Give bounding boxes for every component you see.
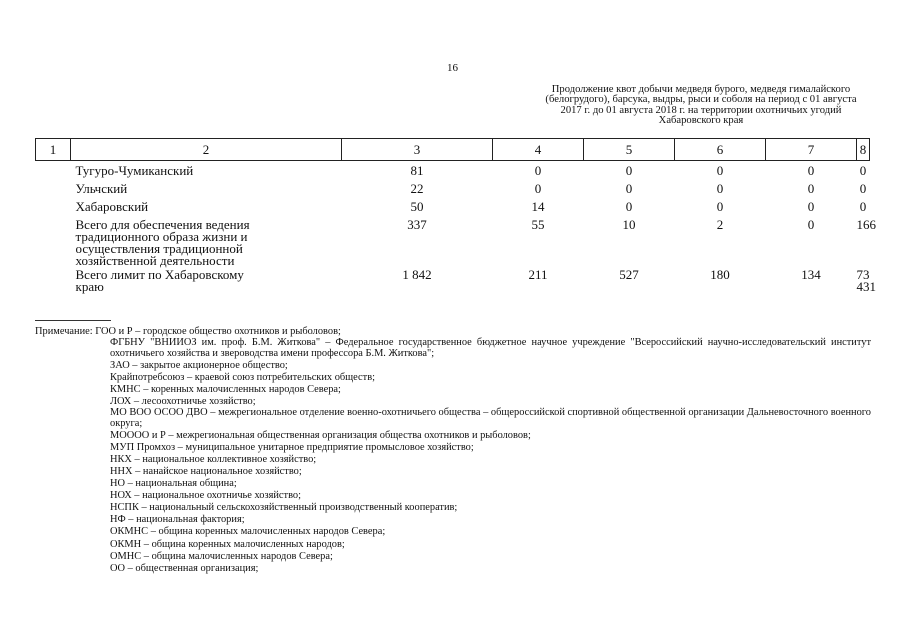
cell-value: 0 xyxy=(859,163,867,178)
footnote-divider xyxy=(35,320,111,321)
district-name: Ульчский xyxy=(75,181,128,196)
footnote-item: ФГБНУ "ВНИИОЗ им. проф. Б.М. Житкова" – Федеральное государственное бюджетное научное учреждение "Всероссийский научно-исследовательский институт охотничьего хозяйства и звероводства имени профессора Б.М. Житкова"; xyxy=(110,337,871,359)
district-name: Тугуро-Чумиканский xyxy=(75,163,194,178)
table-row xyxy=(36,199,870,217)
column-header: 6 xyxy=(675,139,766,161)
quota-table xyxy=(35,138,876,294)
footnote-item: МОООО и Р – межрегиональная общественная организация общества охотников и рыболовов; xyxy=(110,429,531,441)
cell-value: 0 xyxy=(716,199,724,214)
table-header-row xyxy=(36,139,870,161)
footnote-item: Примечание: ГОО и Р – городское общество охотников и рыболовов; xyxy=(35,326,341,337)
table-row xyxy=(36,163,870,181)
cell-value: 134 xyxy=(801,267,821,282)
table-row-subtotal xyxy=(36,217,870,267)
footnote-item: ННХ – нанайское национальное хозяйство; xyxy=(110,465,302,477)
column-header: 1 xyxy=(36,139,71,161)
cell-value: 10 xyxy=(622,217,636,232)
district-name: Хабаровский xyxy=(75,199,149,214)
cell-value: 22 xyxy=(410,181,424,196)
cell-value: 0 xyxy=(807,217,815,232)
footnotes xyxy=(35,326,871,575)
cell-value: 50 xyxy=(410,199,424,214)
cell-value: 81 xyxy=(410,163,424,178)
column-header: 7 xyxy=(766,139,857,161)
cell-value: 527 xyxy=(619,267,639,282)
column-header: 2 xyxy=(71,139,342,161)
cell-value: 55 xyxy=(531,217,545,232)
cell-value: 2 xyxy=(716,217,724,232)
table-caption: Продолжение квот добычи медведя бурого, медведя гималайского (белогрудого), барсука, выдры, рыси и соболя на период с 01 августа 2017 г. до 01 августа 2018 г. на территории охотничьих угодий Хабаровского края xyxy=(545,84,857,127)
footnote-item: КМНС – коренных малочисленных народов Севера; xyxy=(110,383,341,395)
footnote-item: МО ВОО ОСОО ДВО – межрегиональное отделение военно-охотничьего общества – общероссийской спортивной общественной организации Дальневосточного военного округа; xyxy=(110,407,871,429)
cell-value: 0 xyxy=(807,181,815,196)
footnote-label: Примечание: xyxy=(35,326,93,337)
table-row-total xyxy=(36,267,870,293)
footnote-item: НКХ – национальное коллективное хозяйство; xyxy=(110,453,317,465)
cell-value: 0 xyxy=(716,181,724,196)
cell-value: 166 xyxy=(856,217,876,232)
cell-value: 0 xyxy=(859,199,867,214)
cell-value: 1 842 xyxy=(402,267,432,282)
cell-value: 14 xyxy=(531,199,545,214)
cell-value: 73 431 xyxy=(856,267,876,294)
page-number: 16 xyxy=(447,62,458,74)
row-label: Всего для обеспечения ведения традиционного образа жизни и осуществления традиционной хозяйственной деятельности xyxy=(75,217,250,268)
cell-value: 0 xyxy=(625,199,633,214)
cell-value: 0 xyxy=(807,163,815,178)
cell-value: 0 xyxy=(625,181,633,196)
cell-value: 0 xyxy=(534,181,542,196)
cell-value: 0 xyxy=(625,163,633,178)
footnote-item: ЗАО – закрытое акционерное общество; xyxy=(110,359,288,371)
footnote-item: ЛОХ – лесоохотничье хозяйство; xyxy=(110,395,256,407)
cell-value: 211 xyxy=(528,267,548,282)
footnote-item: НО – национальная община; xyxy=(110,478,237,490)
cell-value: 180 xyxy=(710,267,730,282)
column-header: 3 xyxy=(342,139,493,161)
footnote-item: НСПК – национальный сельскохозяйственный производственный кооператив; xyxy=(110,502,458,514)
cell-value: 0 xyxy=(807,199,815,214)
column-header: 4 xyxy=(493,139,584,161)
footnote-item: ОКМНС – община коренных малочисленных народов Севера; xyxy=(110,526,386,538)
footnote-item: ОМНС – община малочисленных народов Севера; xyxy=(110,550,333,562)
footnote-item: Крайпотребсоюз – краевой союз потребительских обществ; xyxy=(110,371,376,383)
column-header: 8 xyxy=(857,139,870,161)
table-row xyxy=(36,181,870,199)
row-label: Всего лимит по Хабаровскому краю xyxy=(75,267,244,294)
column-header: 5 xyxy=(584,139,675,161)
cell-value: 0 xyxy=(534,163,542,178)
footnote-item: НФ – национальная фактория; xyxy=(110,514,245,526)
footnote-item: ОКМН – община коренных малочисленных народов; xyxy=(110,538,345,550)
footnote-item: НОХ – национальное охотничье хозяйство; xyxy=(110,490,301,502)
cell-value: 0 xyxy=(716,163,724,178)
footnote-item: ОО – общественная организация; xyxy=(110,562,259,574)
footnote-item: МУП Промхоз – муниципальное унитарное предприятие промысловое хозяйство; xyxy=(110,441,474,453)
cell-value: 0 xyxy=(859,181,867,196)
cell-value: 337 xyxy=(407,217,427,232)
